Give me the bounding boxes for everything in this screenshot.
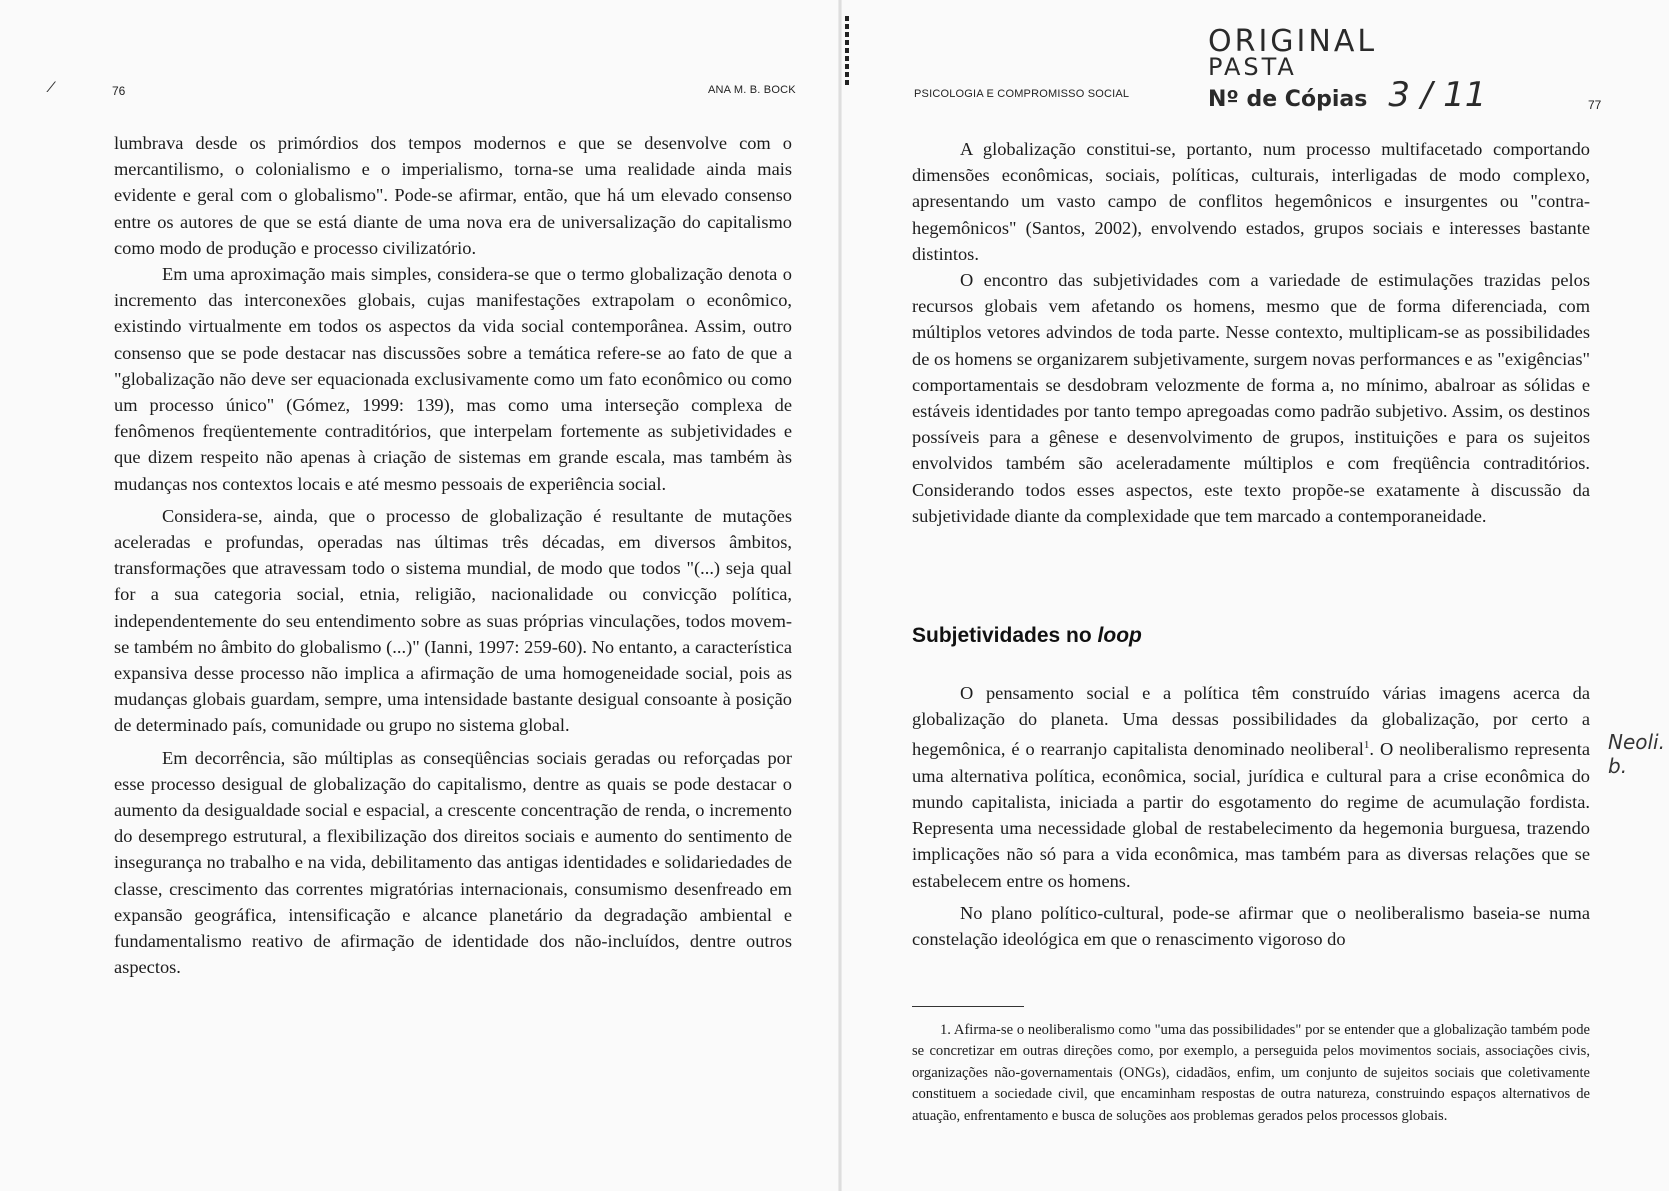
section-paragraph-1-continued: . O neoliberalismo representa uma alternativa política, econômica, social, jurídica e cultural para a crise econômica do mundo capitalista, iniciada a partir do esgotamento do regime de acumulação fordista. Representa uma necessidade global de restabelecimento da hegemonia burguesa, trazendo implicações não só para a vida econômica, mas também para as diversas relações que se estabelecem entre os homens. (912, 739, 1590, 891)
running-head-left: ANA M. B. BOCK (708, 84, 796, 96)
right-page (848, 0, 1669, 1191)
section-paragraph-1-text: O pensamento social e a política têm construído várias imagens acerca da globalização do planeta. Uma dessas possibilidades da globalização, por certo a hegemônica, é o rearranjo capitalista denominado neoliberal (912, 683, 1590, 760)
stamp-line-pasta: PASTA (1208, 53, 1297, 81)
section-heading-text: Subjetividades no (912, 624, 1098, 647)
stamp-line-original: ORIGINAL (1208, 24, 1378, 59)
page-number-right: 77 (1588, 98, 1602, 112)
stamp-copies-label: Nº de Cópias (1208, 87, 1368, 112)
right-paragraph-2: O encontro das subjetividades com a variedade de estimulações trazidas pelos recursos globais vem afetando os homens, mesmo que de forma diferenciada, com múltiplos vetores advindos de toda parte. Nesse contexto, multiplicam-se as possibilidades de os homens se organizarem subjetivamente, surgem novas performances e as "exigências" comportamentais se desdobram velozmente de forma a, no mínimo, abalroar as sólidas e estáveis identidades por tanto tempo apregoadas como padrão subjetivo. Assim, os destinos possíveis para a gênese e desenvolvimento de grupos, instituições e para os sujeitos envolvidos também são aceleradamente múltiplos e com freqüência contraditórios. Considerando todos esses aspectos, este texto propõe-se exatamente à discussão da subjetividade diante da complexidade que tem marcado a contemporaneidade. (912, 270, 1590, 526)
footnote-rule (912, 1006, 1024, 1007)
original-stamp (1208, 24, 1486, 115)
book-gutter (838, 0, 842, 1191)
right-body-text (912, 136, 1590, 529)
left-paragraph-4: Em decorrência, são múltiplas as conseqüências sociais geradas ou reforçadas por esse processo desigual de globalização do capitalismo, dentre as quais se pode destacar o aumento da desigualdade social e espacial, a crescente concentração de renda, o incremento do desemprego estrutural, a flexibilização dos direitos sociais e aumento do sentimento de insegurança no trabalho e na vida, debilitamento das antigas identidades e solidariedades de classe, crescimento das correntes migratórias internacionais, consumismo desenfreado em expansão geográfica, intensificação e alcance planetário da degradação ambiental e fundamentalismo reativo de afirmação de identidade dos não-incluídos, dentre outros aspectos. (114, 747, 792, 978)
footnote (912, 1020, 1590, 1127)
section-heading-emphasis: loop (1097, 624, 1142, 647)
right-section-text (912, 680, 1590, 952)
page-number-left: 76 (112, 84, 126, 98)
right-paragraph-1: A globalização constitui-se, portanto, num processo multifacetado comportando dimensões econômicas, sociais, políticas, culturais, interligadas de modo complexo, apresentando um vasto campo de conflitos hegemônicos e insurgentes ou "contra-hegemônicos" (Santos, 2002), envolvendo estados, grupos sociais e interesses bastante distintos. (912, 139, 1590, 264)
pencil-tick-icon: ⁄ (50, 80, 53, 96)
left-page (0, 0, 830, 1191)
running-head-right: PSICOLOGIA E COMPROMISSO SOCIAL (914, 88, 1130, 100)
right-section-paragraph-2: No plano político-cultural, pode-se afirmar que o neoliberalismo baseia-se numa constelação ideológica em que o renascimento vigoroso do (912, 902, 1590, 949)
section-heading (912, 624, 1142, 648)
footnote-text: 1. Afirma-se o neoliberalismo como "uma das possibilidades" por se entender que a globalização também pode se concretizar em outras direções como, por exemplo, a perseguida pelos movimentos sociais, associações civis, organizações não-governamentais (ONGs), cidadãos, enfim, um conjunto de sujeitos sociais que coletivamente constituem a sociedade civil, que encaminham respostas de outra natureza, construindo espaços alternativos de atuação, enfrentamento e busca de soluções aos problemas gerados pelos processos globais. (912, 1022, 1590, 1124)
left-body-text (114, 130, 792, 981)
margin-handwritten-note: Neoli. b. (1608, 730, 1665, 778)
left-paragraph-3: Considera-se, ainda, que o processo de globalização é resultante de mutações aceleradas e profundas, operadas nas últimas três décadas, em diversos âmbitos, transformações que atravessam todo o sistema mundial, de modo que todos "(...) seja qual for a sua categoria social, etnia, religião, nacionalidade ou convicção política, independentemente do seu entendimento sobre as suas próprias vinculações, todos movem-se também no âmbito do globalismo (...)" (Ianni, 1997: 259-60). No entanto, a característica expansiva desse processo não implica a afirmação de uma homogeneidade social, pois as mudanças globais guardam, sempre, uma intensidade bastante desigual consoante à posição de determinado país, comunidade ou grupo no sistema global. (114, 505, 792, 736)
right-section-paragraph-1 (912, 680, 1590, 894)
footnote-ref: 1 (1363, 739, 1370, 752)
left-paragraph-2: Em uma aproximação mais simples, considera-se que o termo globalização denota o incremento das interconexões globais, cujas manifestações extrapolam o econômico, existindo virtualmente em todos os aspectos da vida social contemporânea. Assim, outro consenso que se pode destacar nas discussões sobre a temática refere-se ao fato de que a "globalização não deve ser equacionada exclusivamente como um fato econômico ou como um processo único" (Gómez, 1999: 139), mas como uma interseção complexa de fenômenos freqüentemente contraditórios, que interpelam fortemente as subjetividades e que dizem respeito não apenas à criação de sistemas em grande escala, mas também às mudanças nos contextos locais e até mesmo pessoais de experiência social. (114, 264, 792, 494)
stamp-copies-value: 3 / 11 (1388, 75, 1487, 115)
left-paragraph-1: lumbrava desde os primórdios dos tempos modernos e que se desenvolve com o mercantilismo, o colonialismo e o imperialismo, torna-se uma realidade ainda mais evidente e geral com o globalismo". Pode-se afirmar, então, que há um elevado consenso entre os autores de que se está diante de uma nova era de universalização do capitalismo como modo de produção e processo civilizatório. (114, 133, 792, 258)
